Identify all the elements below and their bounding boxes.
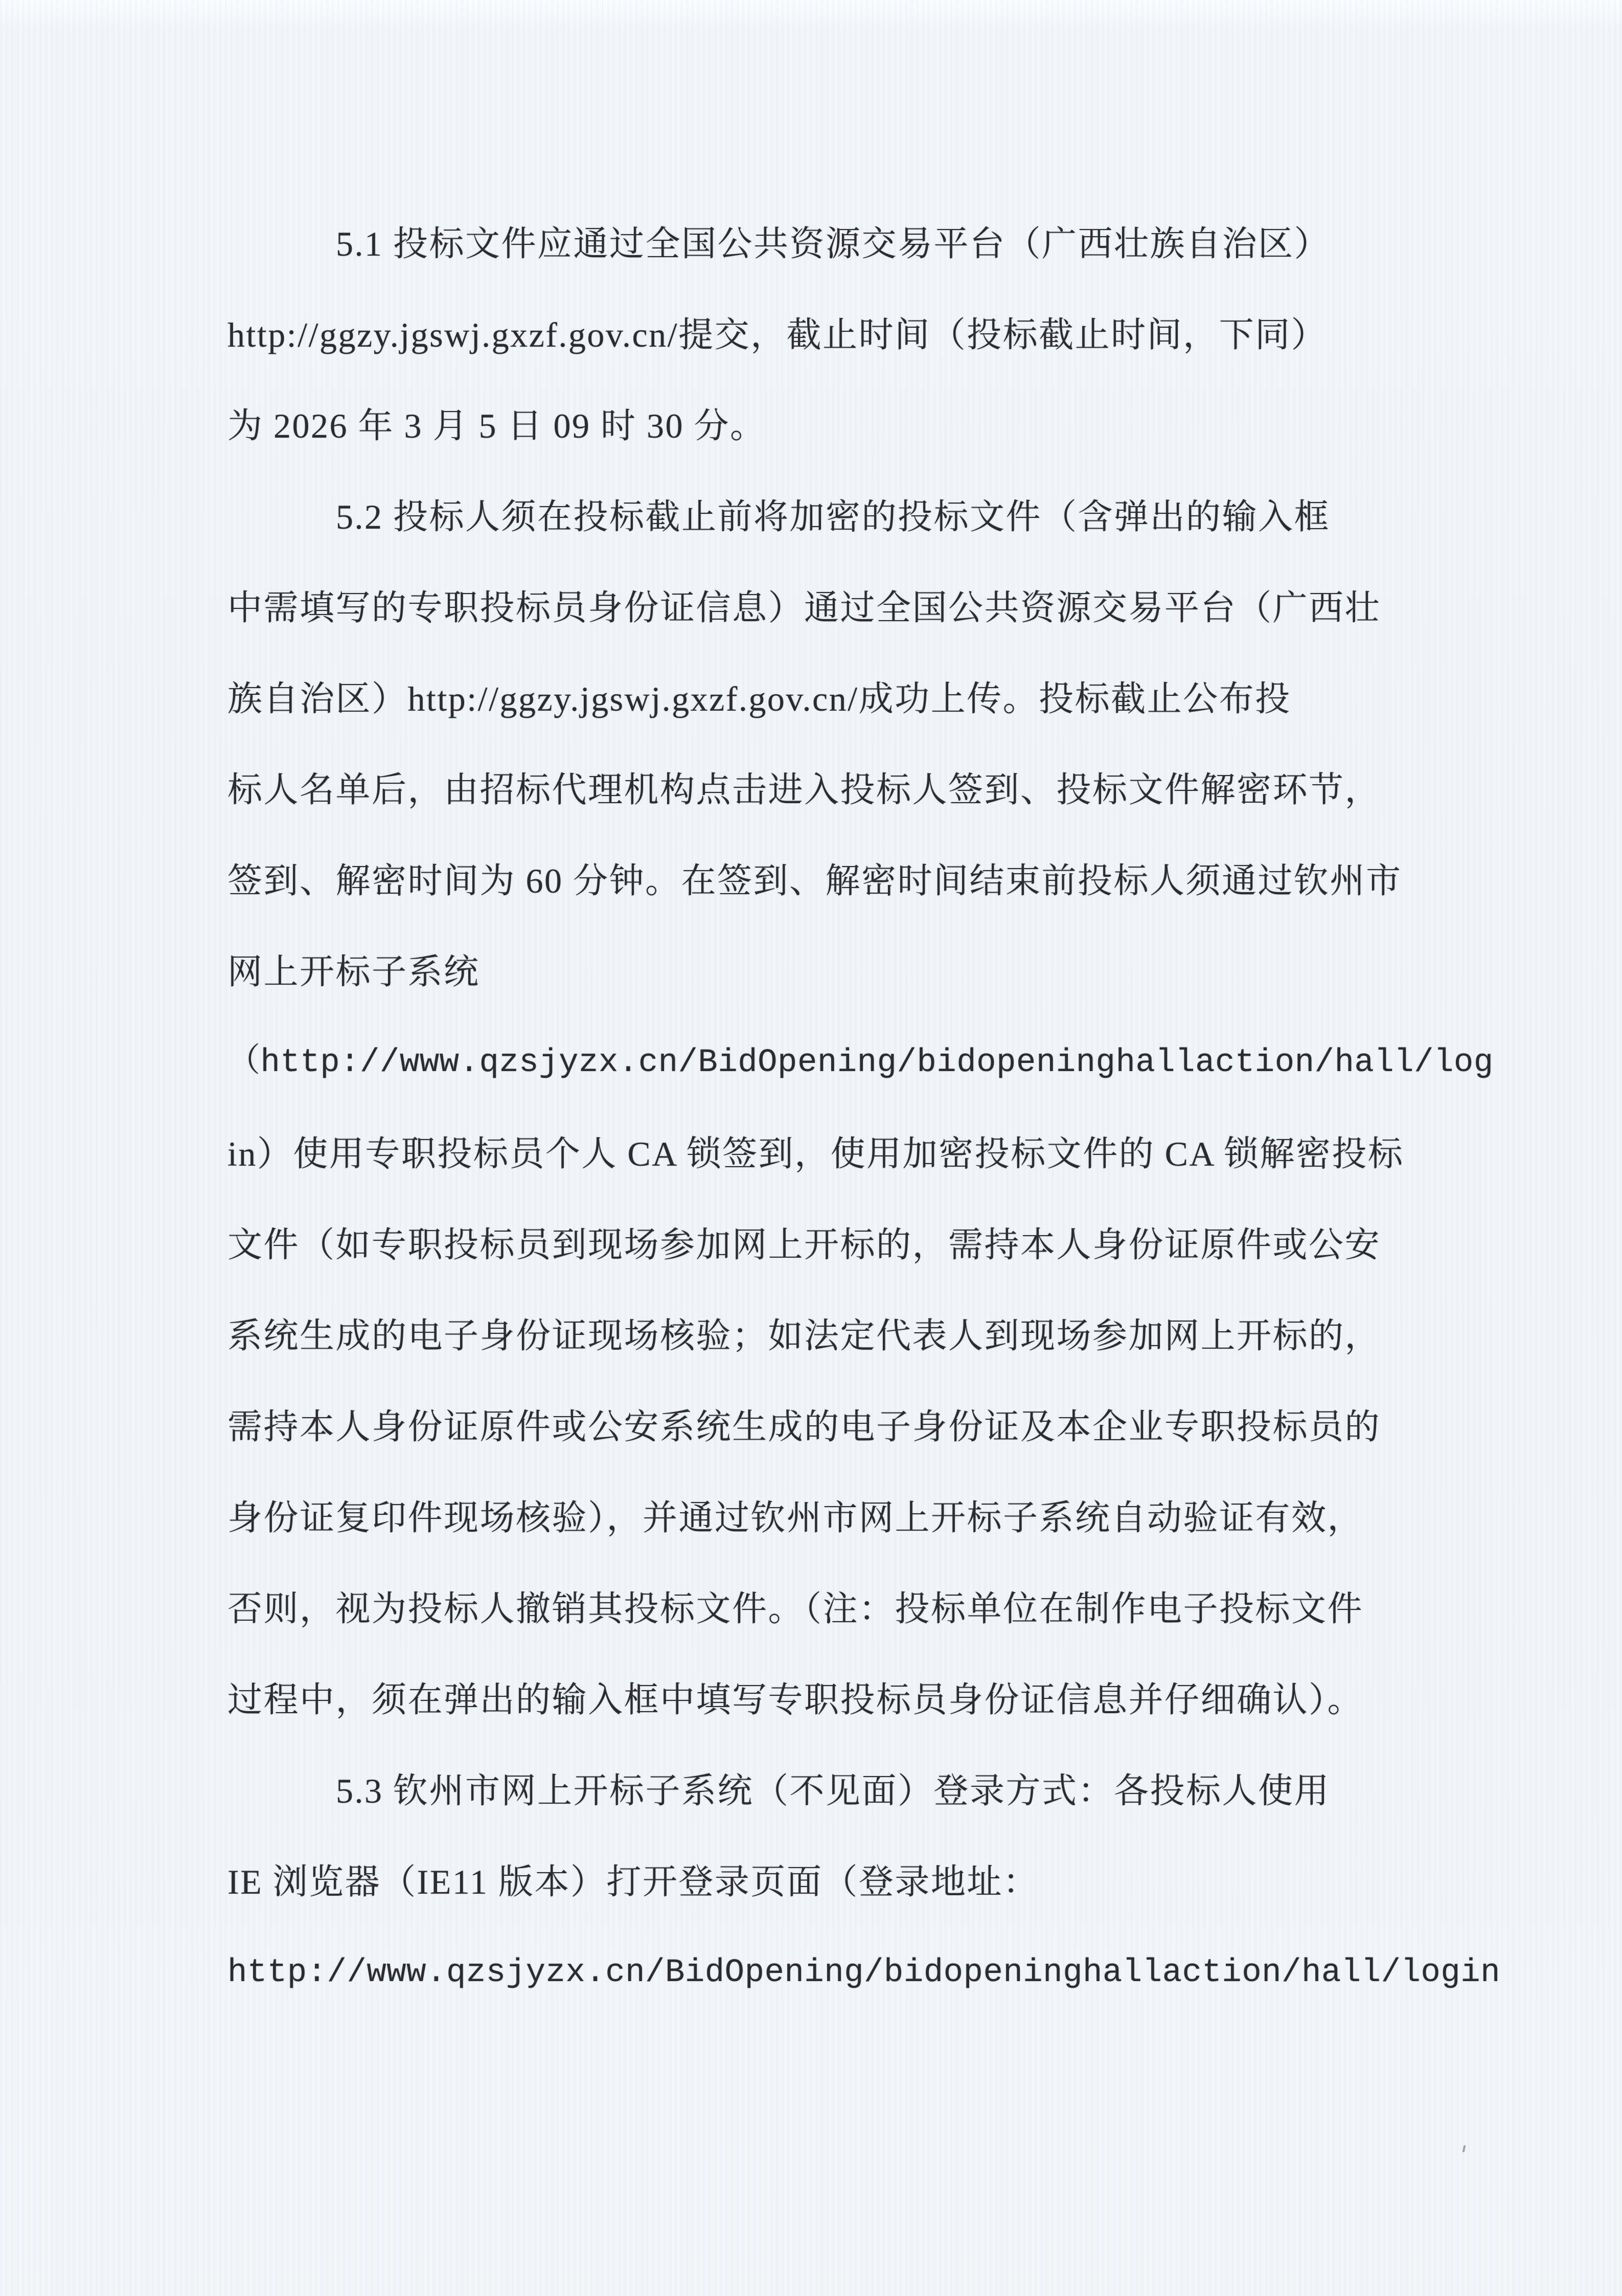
text-line: 文件（如专职投标员到现场参加网上开标的，需持本人身份证原件或公安 xyxy=(227,1225,1381,1264)
text-line: 为 2026 年 3 月 5 日 09 时 30 分。 xyxy=(227,406,766,445)
text-line: 否则，视为投标人撤销其投标文件。（注：投标单位在制作电子投标文件 xyxy=(227,1589,1364,1628)
text-line: 族自治区）http://ggzy.jgswj.gxzf.gov.cn/成功上传。投标截止公布投 xyxy=(227,679,1291,718)
text-line: IE 浏览器（IE11 版本）打开登录页面（登录地址： xyxy=(227,1862,1039,1901)
text-line: in）使用专职投标员个人 CA 锁签到，使用加密投标文件的 CA 锁解密投标 xyxy=(227,1134,1404,1173)
text-line: 5.1 投标文件应通过全国公共资源交易平台（广西壮族自治区） xyxy=(336,224,1331,263)
text-line: http://ggzy.jgswj.gxzf.gov.cn/提交，截止时间（投标截止时间，下同） xyxy=(227,315,1328,354)
text-line: 5.3 钦州市网上开标子系统（不见面）登录方式：各投标人使用 xyxy=(336,1771,1331,1810)
text-line: 过程中，须在弹出的输入框中填写专职投标员身份证信息并仔细确认）。 xyxy=(227,1680,1364,1719)
text-line: 网上开标子系统 xyxy=(227,952,480,991)
text-line: （http://www.qzsjyzx.cn/BidOpening/bidopeninghallaction/hall/log xyxy=(227,1044,1494,1081)
text-line: 中需填写的专职投标员身份证信息）通过全国公共资源交易平台（广西壮 xyxy=(227,588,1381,627)
text-line: 签到、解密时间为 60 分钟。在签到、解密时间结束前投标人须通过钦州市 xyxy=(227,861,1402,900)
text-line: 5.2 投标人须在投标截止前将加密的投标文件（含弹出的输入框 xyxy=(336,497,1331,536)
text-line: 标人名单后，由招标代理机构点击进入投标人签到、投标文件解密环节， xyxy=(227,770,1381,809)
text-line: http://www.qzsjyzx.cn/BidOpening/bidopeninghallaction/hall/login xyxy=(227,1954,1500,1991)
text-line: 身份证复印件现场核验），并通过钦州市网上开标子系统自动验证有效， xyxy=(227,1498,1364,1537)
text-line: 系统生成的电子身份证现场核验；如法定代表人到现场参加网上开标的， xyxy=(227,1316,1381,1355)
document-text-block xyxy=(227,198,1500,2018)
text-line: 需持本人身份证原件或公安系统生成的电子身份证及本企业专职投标员的 xyxy=(227,1407,1381,1446)
